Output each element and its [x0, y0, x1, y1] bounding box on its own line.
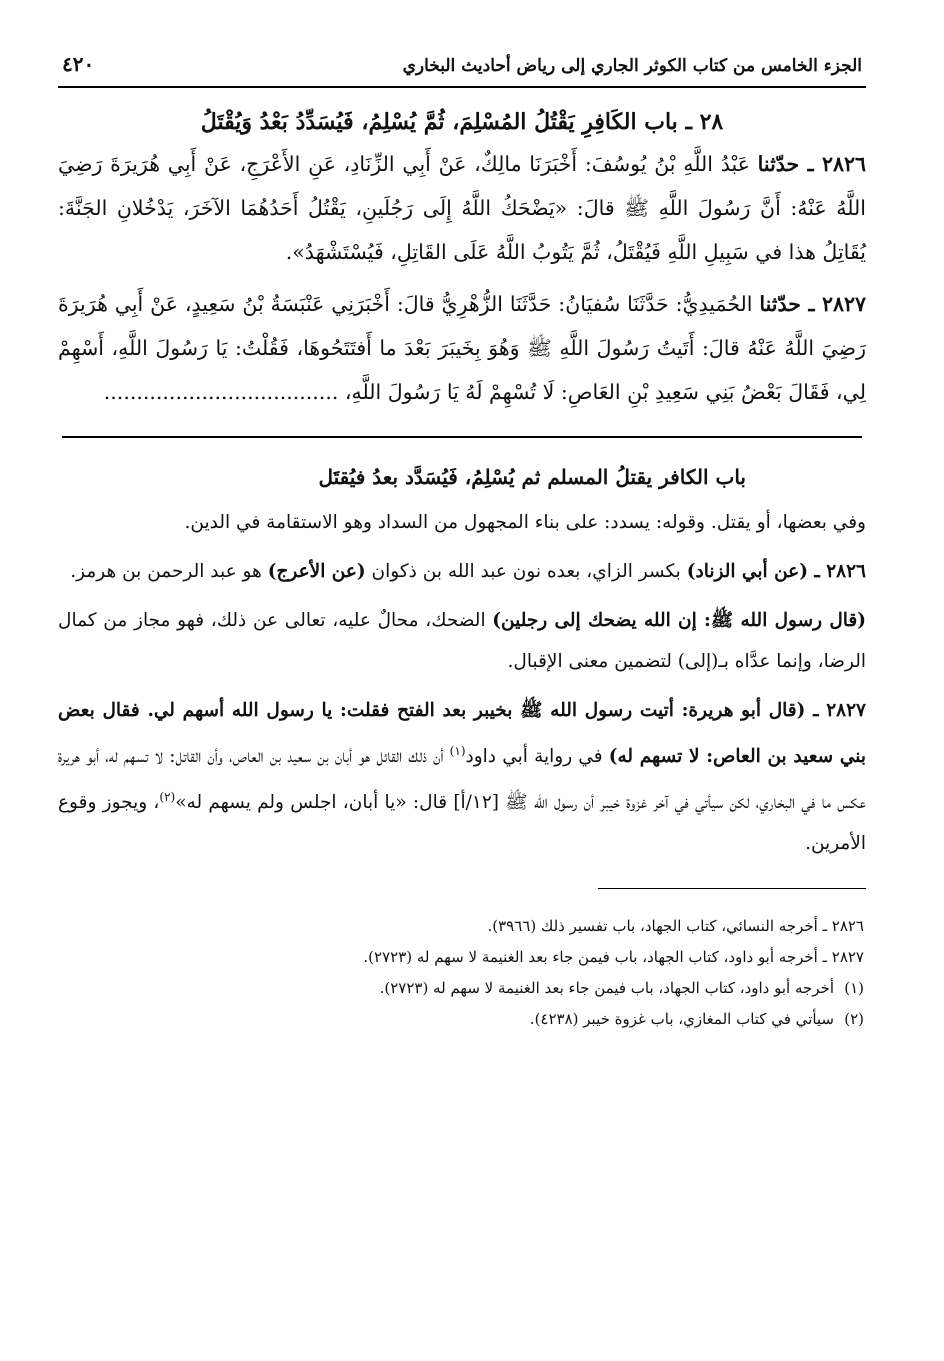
commentary-body [58, 502, 866, 864]
commentary-text: أن ذلك القائل هو أبان بن سعيد بن العاص، وأن القاتل: لا تسهم له، أبو هريرة عكس ما في البخاري، لكن سيأتي في آخر غزوة خيبر أن رسول الله ﷺ [١٢/أ] قال: «يا أبان، اجلس ولم يسهم له» [58, 746, 866, 814]
hadith-text: الحُمَيدِيُّ: حَدَّثَنَا سُفيَانُ: حَدَّثَنَا الزُّهْرِيُّ قالَ: أَخْبَرَنِي عَنْبَسَةُ بْنُ سَعِيدٍ، عَنْ أَبِي هُرَيرَةَ رَضِيَ اللَّهُ عَنْهُ قالَ: أَتَيتُ رَسُولَ اللَّهِ ﷺ وَهُوَ بِخَيبَرَ بَعْدَ ما أَفتَتَحُوهَا، فَقُلْتُ: يَا رَسُولَ اللَّهِ، أَسْهِمْ لِي، فَقَالَ بَعْضُ بَنِي سَعِيدِ بْنِ العَاصِ: لَا تُسْهِمْ لَهُ يَا رَسُولَ اللَّهِ، [58, 292, 866, 404]
commentary-text: (عن الأعرج) [267, 561, 366, 582]
hadith-number-lead: ٢٨٢٧ ـ حدّثنا [759, 292, 866, 316]
page-header [58, 50, 866, 88]
footnote-ref[interactable]: (٢) [159, 790, 176, 805]
commentary-text: وفي بعضها، أو يقتل. وقوله: يسدد: على بناء المجهول من السداد وهو الاستقامة في الدين. [184, 512, 866, 533]
commentary-paragraph [58, 600, 866, 682]
hadith-text: عَبْدُ اللَّهِ بْنُ يُوسُفَ: أَخْبَرَنَا مالِكٌ، عَنْ أَبِي الزِّنَادِ، عَنِ الأَعْرَجِ، عَنْ أَبِي هُرَيرَةَ رَضِيَ اللَّهُ عَنْهُ: أَنَّ رَسُولَ اللَّهِ ﷺ قالَ: «يَضْحَكُ اللَّهُ إِلَى رَجُلَينِ، يَقْتُلُ أَحَدُهُمَا الآخَرَ، يَدْخُلانِ الجَنَّةَ: يُقَاتِلُ هذا في سَبِيلِ اللَّهِ فَيُقْتَلُ، ثُمَّ يَتُوبُ اللَّهُ عَلَى القَاتِلِ، فَيُسْتَشْهَدُ». [58, 152, 866, 264]
hadith-2826 [58, 142, 866, 274]
footnote-ref[interactable]: (١) [449, 744, 466, 758]
footnote-text: سيأتي في كتاب المغازي، باب غزوة خيبر (٤٢٣٨). [529, 1010, 834, 1029]
commentary-title: باب الكافر يقتلُ المسلم ثم يُسْلِمُ، فَيُسَدَّد بعدُ فيُقتَل [318, 465, 746, 489]
commentary-text: (قال رسول الله ﷺ: إن الله يضحك إلى رجلين) [492, 610, 866, 631]
commentary-text: بكسر الزاي، بعده نون عبد الله بن ذكوان [365, 561, 687, 582]
section-divider [62, 436, 862, 438]
footnote-text: أخرجه أبو داود، كتاب الجهاد، باب فيمن جاء بعد الغنيمة لا سهم له (٢٧٢٣). [379, 979, 834, 998]
page-number: ٤٢٠ [62, 52, 95, 76]
commentary-text: هو عبد الرحمن بن هرمز. [70, 561, 268, 582]
footnote-text: ٢٨٢٦ ـ أخرجه النسائي، كتاب الجهاد، باب تفسير ذلك (٣٩٦٦). [487, 917, 864, 936]
footnote-divider [598, 888, 866, 889]
hadith-number-lead: ٢٨٢٦ ـ حدّثنا [757, 152, 866, 176]
footnote-number: (١) [844, 979, 864, 998]
book-page [58, 50, 866, 1035]
running-title: الجزء الخامس من كتاب الكوثر الجاري إلى رياض أحاديث البخاري [402, 56, 862, 76]
commentary-text: ٢٨٢٧ ـ (قال أبو هريرة: أتيت رسول الله ﷺ بخيبر بعد الفتح فقلت: يا رسول الله أسهم لي. فقال بعض بني سعيد بن العاص: لا تسهم له) [58, 700, 866, 768]
ellipsis-dots: .................................... [103, 380, 339, 404]
commentary-paragraph [58, 502, 866, 543]
chapter-heading: ٢٨ ـ باب الكَافِرِ يَقْتُلُ المُسْلِمَ، ثُمَّ يُسْلِمُ، فَيُسَدِّدُ بَعْدُ وَيُقْتَلُ [200, 109, 724, 135]
footnote-text: ٢٨٢٧ ـ أخرجه أبو داود، كتاب الجهاد، باب فيمن جاء بعد الغنيمة لا سهم له (٢٧٢٣). [363, 948, 864, 967]
commentary-text: ، ويجوز وقوع الأمرين. [58, 792, 866, 855]
hadith-2827 [58, 282, 866, 414]
commentary-paragraph [58, 690, 866, 864]
footnote [58, 942, 866, 973]
commentary-text: في رواية أبي داود [465, 746, 609, 768]
footnote-number: (٢) [844, 1010, 864, 1029]
footnote [58, 1004, 866, 1035]
commentary-paragraph [58, 551, 866, 592]
footnotes [58, 911, 866, 1035]
commentary-text: ٢٨٢٦ ـ (عن أبي الزناد) [686, 561, 866, 582]
footnote [58, 973, 866, 1004]
footnote [58, 911, 866, 942]
commentary-text: الضحك، محالٌ عليه، تعالى عن ذلك، فهو مجاز من كمال الرضا، وإنما عدَّاه بـ(إلى) لتضمين معنى الإقبال. [58, 610, 866, 672]
